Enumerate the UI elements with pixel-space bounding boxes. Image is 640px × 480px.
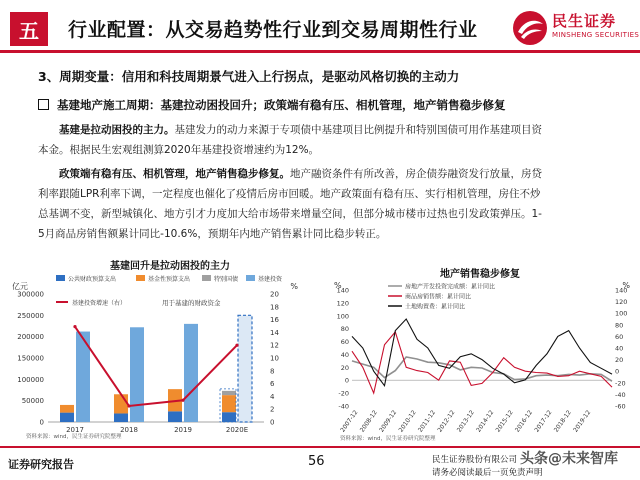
infrastructure-chart	[6, 272, 306, 442]
bar-infra-invest-2019	[184, 324, 198, 422]
rc-right-tick: -60	[615, 402, 626, 411]
rc-right-tick: -20	[615, 379, 626, 388]
x-tick-label-2017: 2017	[66, 426, 84, 434]
growth-point-2019	[181, 399, 184, 402]
bar-public-budget-2020E	[222, 412, 236, 422]
rc-left-tick: 40	[340, 350, 349, 359]
fiscal-funds-note: 用于基建的财政资金	[162, 299, 221, 307]
left-y-tick-label: 100000	[17, 375, 44, 384]
para1-lead: 基建是拉动困投的主力。	[59, 124, 175, 136]
company-logo	[512, 9, 640, 47]
rc-x-tick: 2007-12	[339, 409, 360, 434]
para2-line2: 利率跟随LPR利率下调，一定程度也催化了疫情后房市回暖。地产政策面有稳有压、实行相机管理，房住不炒	[38, 188, 541, 200]
legend-label-land: 土地购置费：累计同比	[405, 303, 466, 311]
left-chart-source: 资料来源：wind，民生证券研究院整理	[26, 434, 122, 440]
sales-line	[352, 332, 612, 393]
rc-x-tick: 2014-12	[475, 409, 496, 434]
bar-infra-invest-2018	[130, 327, 144, 422]
legend-label-infra-invest: 基建投资	[258, 276, 283, 283]
left-chart-bars	[60, 315, 252, 422]
rc-left-tick: 80	[340, 325, 349, 334]
left-chart-title: 基建回升是拉动困投的主力	[110, 261, 230, 272]
para1-line2: 本金。根据民生宏观组测算2020年基建投资增速约为12%。	[38, 144, 320, 156]
right-chart-title: 地产销售稳步修复	[440, 269, 520, 280]
legend-label-fund-budget: 基金性预算支出	[148, 276, 191, 283]
header-divider	[0, 50, 640, 53]
footer-report-label: 证券研究报告	[8, 458, 74, 471]
para2-line3: 总基调不变，新型城镇化、地方引才力度加大给市场带来增量空间，但部分城市楼市过热也引发政策弹压。1-	[38, 208, 542, 220]
section-number-badge: 五	[10, 12, 48, 46]
x-tick-label-2018: 2018	[120, 426, 138, 434]
left-y-tick-label: 300000	[17, 290, 44, 299]
left-y-tick-label: 0	[39, 418, 44, 427]
right-chart-source: 资料来源：wind，民生证券研究院整理	[340, 436, 436, 442]
legend-label-special-bond: 特别国债	[214, 276, 239, 283]
legend-swatch-infra-invest	[246, 275, 255, 281]
rc-x-tick: 2011-12	[416, 409, 438, 434]
legend-label-dev-invest: 房地产开发投资完成额：累计同比	[405, 283, 496, 291]
left-y-tick-label: 200000	[17, 333, 44, 342]
right-chart-right-unit: %	[622, 281, 630, 290]
legend-swatch-public-budget	[56, 275, 65, 281]
right-chart-legend	[388, 283, 495, 311]
legend-label-public-budget: 公共财政预算支出	[68, 276, 117, 283]
bar-public-budget-2019	[168, 411, 182, 422]
right-y-tick-label: 16	[270, 316, 279, 325]
paragraph-infrastructure	[38, 120, 608, 160]
left-chart-line	[73, 325, 238, 408]
rc-right-tick: 100	[615, 309, 628, 318]
growth-point-2018	[127, 404, 130, 407]
right-axis-unit: %	[290, 282, 298, 291]
rc-left-tick: -20	[338, 389, 349, 398]
bar-infra-invest-2020E	[238, 315, 252, 422]
watermark: 头条@未来智库	[520, 451, 618, 467]
legend-label-sales: 商品房销售额：累计同比	[405, 293, 472, 301]
right-chart-left-unit: %	[334, 281, 342, 290]
bullet-heading	[38, 97, 506, 113]
logo-text-cn: 民生证券	[552, 12, 617, 30]
rc-x-tick: 2017-12	[533, 409, 554, 434]
legend-swatch-special-bond	[202, 275, 211, 281]
right-y-tick-label: 2	[270, 405, 275, 414]
x-tick-label-2019: 2019	[174, 426, 192, 434]
right-chart-lines	[352, 319, 612, 393]
right-y-tick-label: 20	[270, 290, 279, 299]
bar-public-budget-2018	[114, 413, 128, 422]
rc-x-tick: 2016-12	[513, 409, 535, 434]
bar-public-budget-2017	[60, 413, 74, 422]
rc-left-tick: 60	[340, 338, 349, 347]
legend-label-growth: 基建投资增速（右）	[72, 300, 127, 307]
legend-swatch-fund-budget	[136, 275, 145, 281]
rc-left-tick: 20	[340, 363, 349, 372]
para2-line4: 5月商品房销售额累计同比-10.6%，预期年内地产销售累计同比稳步转正。	[38, 228, 387, 240]
x-tick-label-2020E: 2020E	[225, 426, 249, 434]
left-axis-unit: 亿元	[12, 282, 28, 291]
rc-right-tick: 140	[615, 286, 628, 295]
rc-x-tick: 2008-12	[358, 409, 379, 434]
rc-left-tick: 140	[336, 286, 349, 295]
growth-point-2020E	[235, 344, 238, 347]
rc-x-tick: 2012-12	[436, 409, 457, 434]
rc-x-tick: 2015-12	[494, 409, 515, 434]
right-y-tick-label: 12	[270, 341, 279, 350]
right-y-tick-label: 6	[270, 380, 275, 389]
right-y-tick-label: 18	[270, 303, 279, 312]
subheading: 3、周期变量：信用和科技周期景气进入上行拐点，是驱动风格切换的主动力	[38, 69, 460, 84]
rc-right-tick: 120	[615, 298, 628, 307]
rc-right-tick: 60	[615, 332, 624, 341]
square-bullet-icon	[38, 99, 49, 110]
right-y-tick-label: 14	[270, 328, 279, 337]
rc-right-tick: 20	[615, 356, 624, 365]
right-y-tick-label: 0	[270, 418, 275, 427]
right-y-tick-label: 4	[270, 392, 275, 401]
rc-left-tick: 120	[336, 299, 349, 308]
minsheng-logo-icon	[512, 10, 548, 46]
footer-company: 民生证券股份有限公司	[432, 455, 518, 465]
rc-x-tick: 2009-12	[378, 409, 399, 434]
rc-left-tick: 100	[336, 312, 349, 321]
rc-left-tick: -40	[338, 402, 349, 411]
rc-right-tick: 80	[615, 321, 624, 330]
footer-disclaimer: 请务必阅读最后一页免责声明	[432, 468, 543, 478]
rc-x-tick: 2010-12	[397, 409, 418, 434]
land-purchase-line	[352, 319, 612, 386]
bar-special-bond-2020E	[222, 391, 236, 395]
logo-text-en: MINSHENG SECURITIES	[552, 31, 640, 39]
rc-left-tick: 0	[344, 376, 349, 385]
left-y-tick-label: 150000	[17, 354, 44, 363]
paragraph-real-estate	[38, 164, 608, 244]
rc-x-tick: 2018-12	[552, 409, 573, 434]
page-number: 56	[308, 454, 325, 469]
para2-line1: 地产融资条件有所改善，房企债券融资发行放量，房贷	[290, 168, 542, 180]
bar-fund-budget-2017	[60, 405, 74, 413]
slide-title: 行业配置：从交易趋势性行业到交易周期性行业	[68, 19, 478, 41]
rc-x-tick: 2013-12	[455, 409, 476, 434]
rc-right-tick: 40	[615, 344, 624, 353]
left-y-tick-label: 250000	[17, 311, 44, 320]
para2-lead: 政策端有稳有压、相机管理，地产销售稳步修复。	[59, 168, 290, 180]
dev-invest-line	[352, 357, 612, 381]
bullet-text: 基建地产施工周期：基建拉动困投回升；政策端有稳有压、相机管理，地产销售稳步修复	[57, 98, 506, 112]
growth-point-2017	[73, 325, 76, 328]
growth-line	[75, 327, 237, 406]
rc-x-tick: 2019-12	[572, 409, 593, 434]
left-y-tick-label: 50000	[21, 397, 44, 406]
real-estate-chart	[330, 280, 634, 442]
para1-line1: 基建发力的动力来源于专项债中基建项目比例提升和特别国债可用作基建项目资	[174, 124, 542, 136]
bar-fund-budget-2020E	[222, 395, 236, 412]
bar-fund-budget-2018	[114, 394, 128, 413]
right-y-tick-label: 10	[270, 354, 279, 363]
right-y-tick-label: 8	[270, 367, 275, 376]
rc-right-tick: 0	[615, 367, 620, 376]
rc-right-tick: -40	[615, 390, 626, 399]
